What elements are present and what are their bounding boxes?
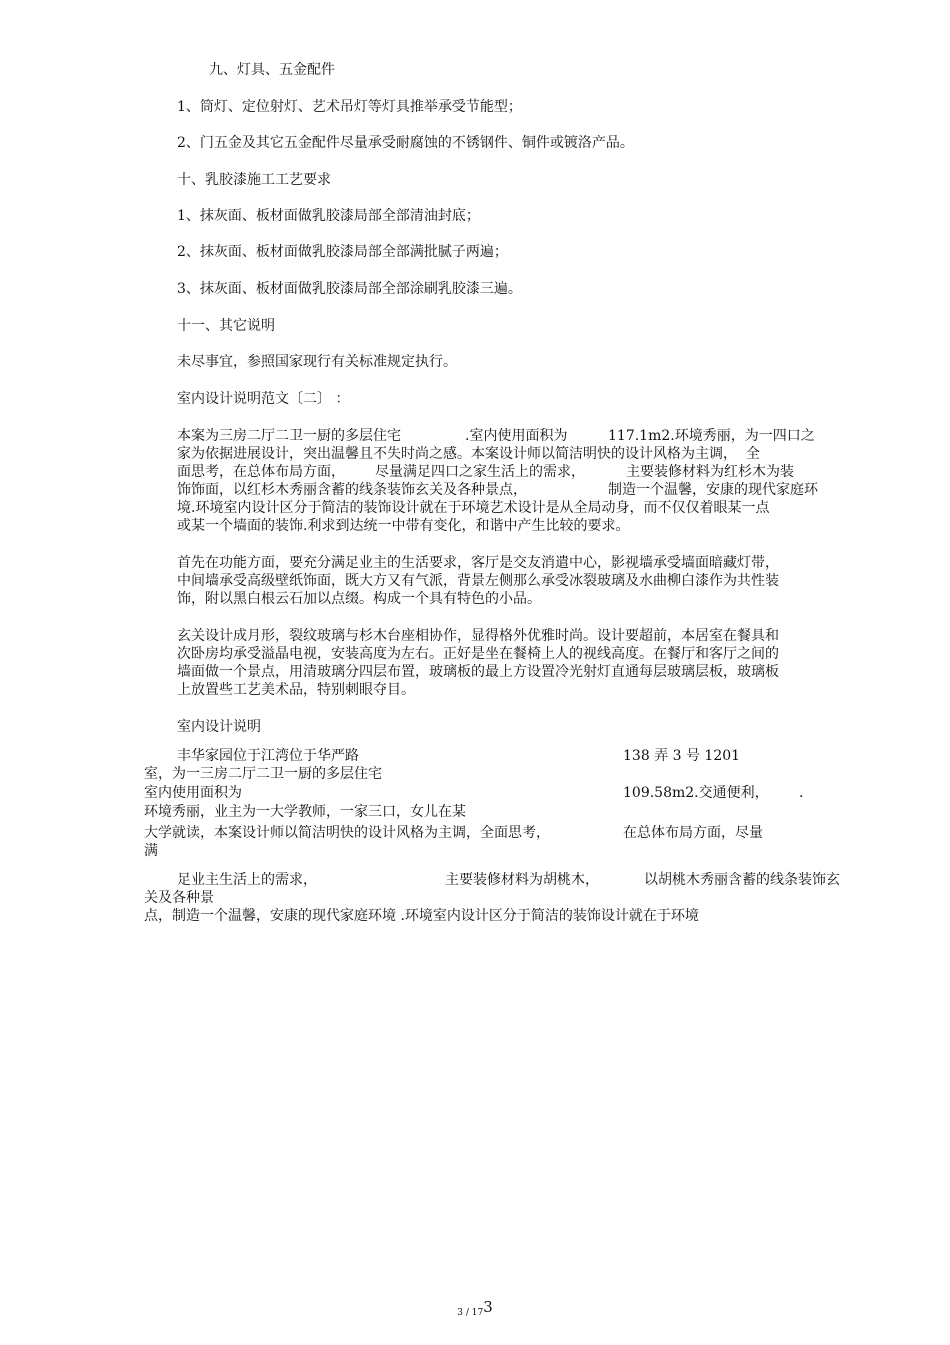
para2-line-3: 饰，附以黑白根云石加以点缀。构成一个具有特色的小品。 bbox=[177, 591, 541, 607]
sample-2-title: 室内设计说明范文〔二〕 ： bbox=[177, 391, 350, 407]
para1-line-5: 境.环境室内设计区分于简洁的装饰设计就在于环境艺术设计是从全局动身，而不仅仅着眼某一点 bbox=[177, 500, 770, 516]
design-note-row-9: 点，制造一个温馨，安康的现代家庭环境 .环境室内设计区分于简洁的装饰设计就在于环境 bbox=[144, 908, 699, 924]
para1-line-1c: 117.1m2.环境秀丽，为一四口之 bbox=[608, 428, 815, 444]
section-heading-10: 十、乳胶漆施工工艺要求 bbox=[177, 172, 331, 188]
para1-line-3b: 尽量满足四口之家生活上的需求， bbox=[375, 464, 585, 480]
para1-line-4a: 饰饰面，以红杉木秀丽含蓄的线条装饰玄关及各种景点， bbox=[177, 482, 527, 498]
design-note-row-7c: 以胡桃木秀丽含蓄的线条装饰玄 bbox=[644, 872, 840, 888]
section-heading-11: 十一、其它说明 bbox=[177, 318, 275, 334]
para1-line-3a: 面思考，在总体布局方面， bbox=[177, 464, 345, 480]
design-note-row-4: 环境秀丽，业主为一大学教师，一家三口，女儿在某 bbox=[144, 804, 466, 820]
para2-line-2: 中间墙承受高级壁纸饰面，既大方又有气派，背景左侧那么承受冰裂玻璃及水曲柳白漆作为共性装 bbox=[177, 573, 779, 589]
page-number-small: 3 / 17 bbox=[457, 1308, 484, 1318]
design-note-row-5a: 大学就读，本案设计师以简洁明快的设计风格为主调，全面思考， bbox=[144, 825, 550, 841]
design-note-row-1b: 138 弄 3 号 1201 bbox=[623, 748, 741, 764]
para3-line-4: 上放置些工艺美术品，特别刺眼夺目。 bbox=[177, 682, 415, 698]
section-9-item-1: 1、筒灯、定位射灯、艺术吊灯等灯具推举承受节能型； bbox=[177, 99, 522, 115]
design-note-row-3a: 室内使用面积为 bbox=[144, 785, 242, 801]
design-note-row-1a: 丰华家园位于江湾位于华严路 bbox=[177, 748, 359, 764]
para1-line-2: 家为依据进展设计，突出温馨且不失时尚之感。本案设计师以简洁明快的设计风格为主调， 全 bbox=[177, 446, 760, 462]
design-note-row-8: 关及各种景 bbox=[144, 890, 214, 906]
para3-line-2: 次卧房均承受溢晶电视，安装高度为左右。正好是坐在餐椅上人的视线高度。在餐厅和客厅之间的 bbox=[177, 646, 779, 662]
para1-line-4b: 制造一个温馨，安康的现代家庭环 bbox=[608, 482, 818, 498]
section-9-item-2: 2、门五金及其它五金配件尽量承受耐腐蚀的不锈钢件、铜件或镀洛产品。 bbox=[177, 135, 634, 151]
design-note-row-5b: 在总体布局方面，尽量 bbox=[623, 825, 763, 841]
para1-line-1b: .室内使用面积为 bbox=[465, 428, 568, 444]
page-number-big: 3 bbox=[483, 1298, 493, 1316]
design-note-row-7a: 足业主生活上的需求， bbox=[177, 872, 317, 888]
section-10-item-2: 2、抹灰面、板材面做乳胶漆局部全部满批腻子两遍； bbox=[177, 244, 508, 260]
design-note-row-3b: 109.58m2.交通便利， bbox=[623, 785, 769, 801]
design-note-row-6: 满 bbox=[144, 843, 158, 859]
para1-line-6: 或某一个墙面的装饰.利求到达统一中带有变化，和谐中产生比较的要求。 bbox=[177, 518, 630, 534]
para1-line-1a: 本案为三房二厅二卫一厨的多层住宅 bbox=[177, 428, 401, 444]
section-10-item-1: 1、抹灰面、板材面做乳胶漆局部全部清油封底； bbox=[177, 208, 480, 224]
para3-line-1: 玄关设计成月形，裂纹玻璃与杉木台座相协作，显得格外优雅时尚。设计要超前，本居室在餐具和 bbox=[177, 628, 779, 644]
section-10-item-3: 3、抹灰面、板材面做乳胶漆局部全部涂刷乳胶漆三遍。 bbox=[177, 281, 522, 297]
design-note-title: 室内设计说明 bbox=[177, 719, 261, 735]
para2-line-1: 首先在功能方面，要充分满足业主的生活要求，客厅是交友消遣中心，影视墙承受墙面暗藏灯带， bbox=[177, 555, 779, 571]
design-note-row-7b: 主要装修材料为胡桃木， bbox=[445, 872, 599, 888]
section-11-text: 未尽事宜，参照国家现行有关标准规定执行。 bbox=[177, 354, 457, 370]
para3-line-3: 墙面做一个景点，用清玻璃分四层布置，玻璃板的最上方设置冷光射灯直通每层玻璃层板，玻璃板 bbox=[177, 664, 779, 680]
para1-line-3c: 主要装修材料为红杉木为装 bbox=[626, 464, 794, 480]
design-note-row-2: 室，为一三房二厅二卫一厨的多层住宅 bbox=[144, 766, 382, 782]
section-heading-9: 九、灯具、五金配件 bbox=[209, 62, 335, 78]
page-number bbox=[0, 1298, 950, 1319]
design-note-row-3c: . bbox=[799, 785, 804, 801]
